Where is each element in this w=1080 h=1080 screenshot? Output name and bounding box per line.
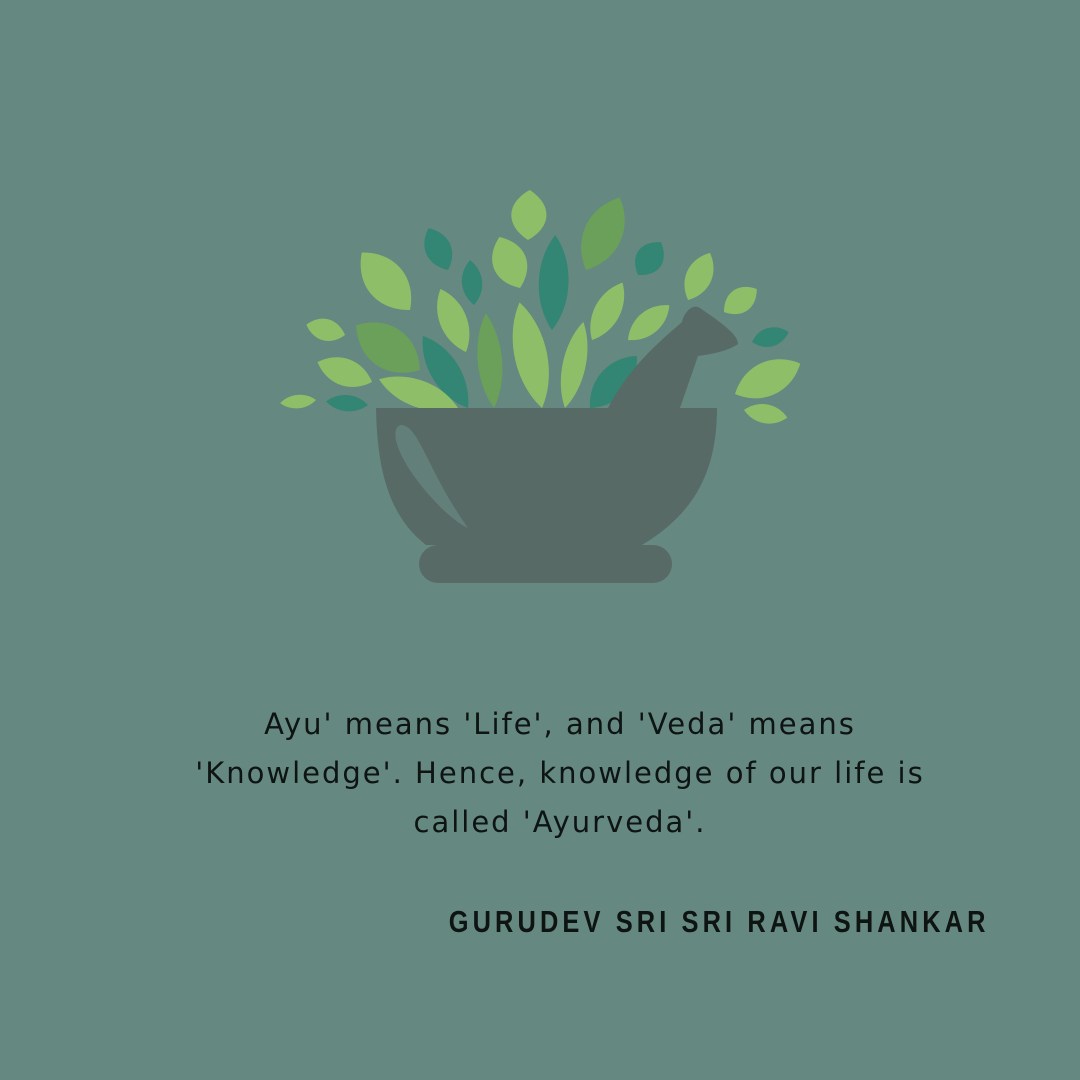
- quote-line: called 'Ayurveda'.: [413, 805, 707, 839]
- leaf: [417, 223, 460, 276]
- leaf: [750, 323, 792, 351]
- mortar-and-pestle-icon: [270, 190, 810, 590]
- leaf: [742, 401, 789, 427]
- leaf: [569, 190, 637, 278]
- leaf: [474, 312, 506, 409]
- herbs-icon: [280, 190, 808, 427]
- leaf: [717, 279, 764, 322]
- quote-text: [140, 700, 980, 847]
- leaf: [627, 234, 672, 282]
- leaf: [325, 393, 368, 413]
- leaf: [510, 190, 547, 241]
- leaf: [676, 247, 721, 305]
- quote-author: GURUDEV SRI SRI RAVI SHANKAR: [449, 904, 990, 939]
- leaf: [554, 320, 595, 411]
- quote-line: Ayu' means 'Life', and 'Veda' means: [264, 707, 856, 741]
- leaf: [581, 277, 634, 346]
- quote-line: 'Knowledge'. Hence, knowledge of our life is: [195, 756, 925, 790]
- leaf: [460, 259, 484, 306]
- leaf: [728, 348, 808, 409]
- leaf: [484, 231, 536, 295]
- base: [419, 545, 672, 583]
- leaf: [537, 235, 570, 331]
- leaf: [347, 240, 425, 323]
- leaf: [304, 314, 348, 345]
- leaf: [280, 393, 317, 410]
